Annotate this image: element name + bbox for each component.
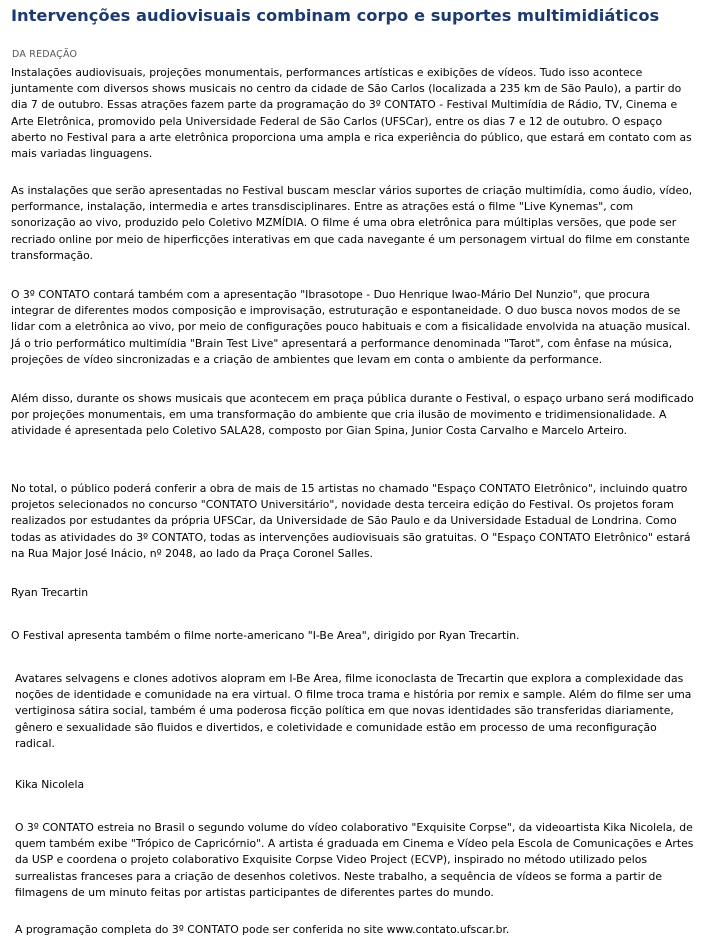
article-paragraph: Instalações audiovisuais, projeções monumentais, performances artísticas e exibições de vídeos. Tudo isso acontece juntamente com diversos shows musicais no centro da cidade de São Carlos (localizada a 235 km de São Paulo), a partir do dia 7 de outubro. Essas atrações fazem parte da programação do 3º CONTATO - Festival Multimídia de Rádio, TV, Cinema e Arte Eletrônica, promovido pela Universidade Federal de São Carlos (UFSCar), entre os dias 7 e 12 de outubro. O espaço aberto no Festival para a arte eletrônica proporciona uma ampla e rica experiência do público, que estará em contato com as mais variadas linguagens. <box>11 66 692 161</box>
section-heading-ryan-trecartin: Ryan Trecartin <box>11 586 89 599</box>
article-paragraph: O Festival apresenta também o filme norte-americano "I-Be Area", dirigido por Ryan Trecartin. <box>11 629 520 642</box>
article-paragraph: Além disso, durante os shows musicais que acontecem em praça pública durante o Festival, o espaço urbano será modificado por projeções monumentais, em uma transformação do ambiente que cria ilusão de movimento e tridimensionalidade. A atividade é apresentada pelo Coletivo SALA28, composto por Gian Spina, Junior Costa Carvalho e Marcelo Arteiro. <box>11 392 694 438</box>
article-byline: DA REDAÇÃO <box>12 49 78 60</box>
article-paragraph: No total, o público poderá conferir a obra de mais de 15 artistas no chamado "Espaço CONTATO Eletrônico", incluindo quatro projetos selecionados no concurso "CONTATO Universitário", novidade desta terceira edição do Festival. Os projetos foram realizados por estudantes da própria UFSCar, da Universidade de São Paulo e da Universidade Estadual de Londrina. Como todas as atividades do 3º CONTATO, todas as intervenções audiovisuais são gratuitas. O "Espaço CONTATO Eletrônico" estará na Rua Major José Inácio, nº 2048, ao lado da Praça Coronel Salles. <box>11 482 691 560</box>
article-paragraph: O 3º CONTATO estreia no Brasil o segundo volume do vídeo colaborativo "Exquisite Corpse", da videoartista Kika Nicolela, de quem também exibe "Trópico de Capricórnio". A artista é graduada em Cinema e Vídeo pela Escola de Comunicações e Artes da USP e coordena o projeto colaborativo Exquisite Corpse Video Project (ECVP), inspirado no método utilizado pelos surrealistas franceses para a criação de desenhos coletivos. Neste trabalho, a sequência de vídeos se forma a partir de filmagens de um minuto feitas por artistas participantes de diferentes partes do mundo. <box>15 821 694 899</box>
article-paragraph-program-link: A programação completa do 3º CONTATO pode ser conferida no site www.contato.ufscar.br. <box>15 923 510 936</box>
section-heading-kika-nicolela: Kika Nicolela <box>15 778 85 791</box>
article-paragraph: O 3º CONTATO contará também com a apresentação "Ibrasotope - Duo Henrique Iwao-Mário Del Nunzio", que procura integrar de diferentes modos composição e improvisação, estruturação e espontaneidade. O duo busca novos modos de se lidar com a eletrônica ao vivo, por meio de configurações pouco habituais e com a fisicalidade envolvida na atuação musical. Já o trio performático multimídia "Brain Test Live" apresentará a performance denominada "Tarot", com ênfase na música, projeções de vídeo sincronizadas e a criação de ambientes que levam em conta o ambiente da performance. <box>11 288 691 366</box>
article-paragraph: Avatares selvagens e clones adotivos alopram em I-Be Area, filme iconoclasta de Trecartin que explora a complexidade das noções de identidade e comunidade na era virtual. O filme troca trama e história por remix e sample. Além do filme ser uma vertiginosa sátira social, também é uma poderosa ficção política em que novas identidades são transferidas diariamente, gênero e sexualidade são fluidos e divertidos, e coletividade e comunidade estão em processo de uma reconfiguração radical. <box>15 672 692 750</box>
article-paragraph: As instalações que serão apresentadas no Festival buscam mesclar vários suportes de criação multimídia, como áudio, vídeo, performance, instalação, intermedia e artes transdisciplinares. Entre as atrações está o filme "Live Kynemas", com sonorização ao vivo, produzido pelo Coletivo MZMÍDIA. O filme é uma obra eletrônica para múltiplas versões, que pode ser recriado online por meio de hiperficções interativas em que cada navegante é um personagem virtual do filme em constante transformação. <box>11 184 693 262</box>
article-title: Intervenções audiovisuais combinam corpo e suportes multimidiáticos <box>11 6 660 25</box>
